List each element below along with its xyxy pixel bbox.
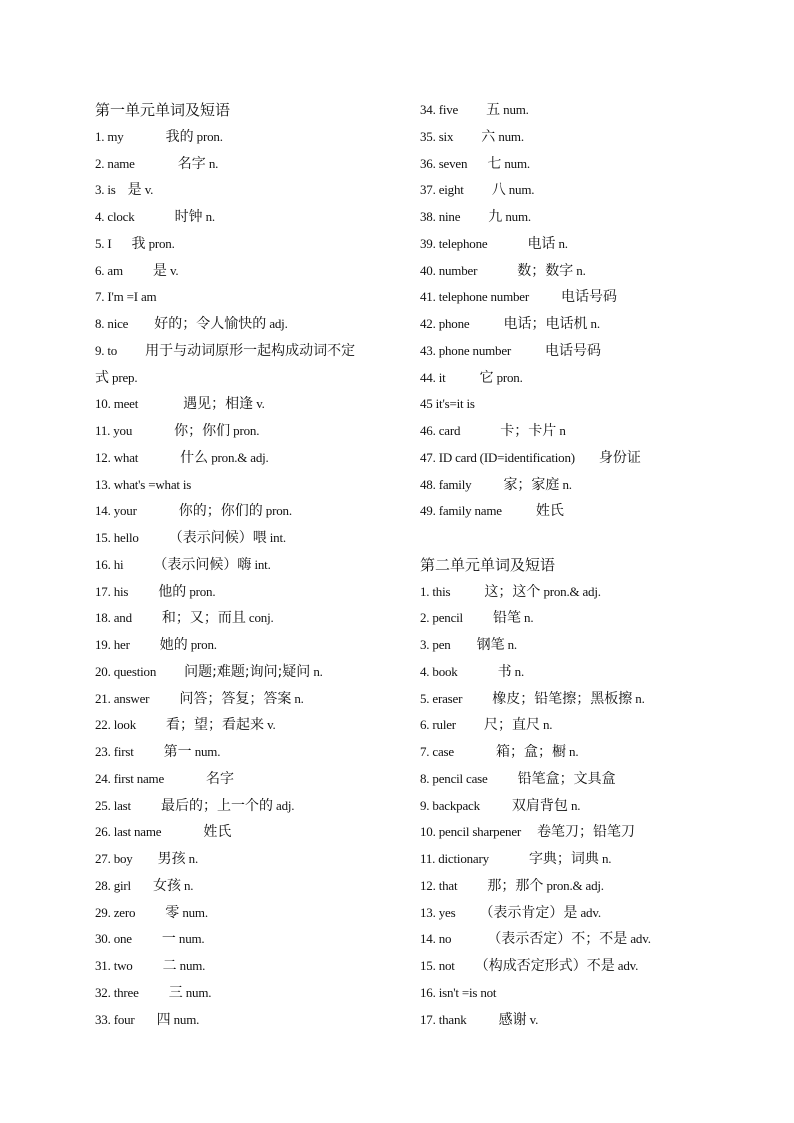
- vocab-entry: [95, 900, 410, 927]
- word-chinese: 名字: [177, 155, 206, 172]
- vocab-entry: [95, 365, 410, 392]
- word-english: 42. phone: [420, 316, 470, 331]
- part-of-speech: pron.: [186, 583, 216, 599]
- part-of-speech: n.: [520, 610, 534, 626]
- word-chinese: 是: [127, 182, 142, 199]
- word-chinese: 七: [487, 155, 502, 172]
- vocab-entry: [95, 980, 410, 1007]
- vocab-entry: [95, 953, 410, 980]
- part-of-speech: n.: [185, 851, 199, 866]
- vocab-entry: [95, 311, 410, 338]
- word-chinese: 卡；卡片: [500, 423, 557, 439]
- vocab-entry: [420, 953, 750, 980]
- part-of-speech: num.: [176, 958, 206, 973]
- part-of-speech: pron.: [145, 235, 175, 251]
- word-chinese: （表示肯定）是: [479, 904, 578, 921]
- part-of-speech: adv.: [577, 904, 601, 920]
- vocab-entry: [420, 739, 750, 766]
- vocab-entry: [420, 177, 750, 204]
- word-english: 34. five: [420, 102, 459, 117]
- word-chinese: 尺；直尺: [483, 717, 540, 734]
- word-chinese: 感谢: [498, 1011, 527, 1028]
- part-of-speech: pron.: [230, 423, 260, 438]
- word-english: 38. nine: [420, 209, 461, 224]
- word-chinese: 姓氏: [535, 503, 564, 520]
- word-chinese: 第一: [163, 744, 192, 760]
- word-chinese: 九: [488, 209, 503, 225]
- part-of-speech: v.: [141, 182, 154, 198]
- vocab-entry: [95, 177, 410, 204]
- word-english: 25. last: [95, 797, 131, 813]
- vocab-entry: [95, 231, 410, 258]
- word-chinese: 是: [152, 262, 167, 279]
- word-chinese: 时钟: [174, 209, 203, 225]
- word-chinese: （表示否定）不；不是: [487, 931, 628, 948]
- part-of-speech: pron.: [493, 369, 523, 385]
- word-chinese: 双肩背包: [511, 797, 568, 814]
- word-english: 14. your: [95, 503, 137, 519]
- word-english: 2. name: [95, 155, 135, 171]
- word-english: 9. backpack: [420, 797, 480, 813]
- word-english: 6. am: [95, 262, 123, 278]
- word-english: 17. thank: [420, 1011, 467, 1027]
- vocab-entry: [95, 659, 410, 686]
- word-english: 31. two: [95, 958, 133, 973]
- vocab-entry: [95, 151, 410, 178]
- word-chinese: 箱；盒；橱: [495, 744, 566, 760]
- word-english: 3. pen: [420, 637, 451, 652]
- vocab-entry: [420, 445, 750, 472]
- vocab-entry: [95, 1007, 410, 1034]
- vocab-entry: [420, 151, 750, 178]
- vocab-entry: [420, 1007, 750, 1034]
- word-english: 49. family name: [420, 503, 502, 519]
- vocab-entry: [420, 632, 750, 659]
- vocab-entry: [95, 632, 410, 659]
- part-of-speech: n.: [587, 316, 600, 331]
- word-chinese: 问答；答复；答案: [179, 690, 292, 707]
- vocab-entry: [95, 525, 410, 552]
- word-chinese: 字典；词典: [528, 851, 599, 867]
- word-english: 15. hello: [95, 530, 139, 545]
- word-chinese: 家；家庭: [503, 476, 560, 493]
- part-of-speech: num.: [500, 102, 529, 117]
- unit2-title: 第二单元单词及短语: [420, 555, 556, 574]
- vocab-entry: [95, 498, 410, 525]
- word-english: 11. dictionary: [420, 851, 489, 866]
- vocab-entry: [420, 766, 750, 793]
- part-of-speech: adv.: [614, 958, 639, 973]
- part-of-speech: pron.& adj.: [208, 449, 269, 465]
- word-english: 43. phone number: [420, 342, 512, 358]
- unit1-title: 第一单元单词及短语: [95, 101, 231, 119]
- vocab-entry: [420, 391, 750, 418]
- part-of-speech: prep.: [109, 369, 138, 385]
- part-of-speech: adv.: [627, 931, 651, 947]
- word-chinese: 四: [156, 1011, 171, 1028]
- word-english: 23. first: [95, 744, 134, 759]
- word-english: 20. question: [95, 663, 157, 679]
- right-column: [420, 97, 750, 1033]
- vocab-entry: [420, 900, 750, 927]
- word-english: 4. book: [420, 663, 458, 679]
- part-of-speech: num.: [505, 182, 535, 198]
- vocab-entry: [420, 284, 750, 311]
- word-chinese: 一: [161, 931, 176, 948]
- vocab-entry: [420, 686, 750, 713]
- part-of-speech: pron.: [187, 637, 217, 652]
- word-english: 16. hi: [95, 556, 124, 572]
- part-of-speech: n.: [310, 663, 323, 679]
- word-english: 33. four: [95, 1011, 135, 1027]
- word-chinese: 橡皮；铅笔擦；黑板擦: [492, 690, 633, 707]
- word-english: 12. that: [420, 877, 458, 893]
- word-english: 46. card: [420, 423, 461, 438]
- word-english: 13. what's =what is: [95, 476, 192, 492]
- vocab-entry: [420, 659, 750, 686]
- part-of-speech: n.: [180, 877, 194, 893]
- vocab-entry: [420, 873, 750, 900]
- word-chinese: （表示问候）嗨: [153, 556, 252, 573]
- vocab-entry: [95, 605, 410, 632]
- word-english: 24. first name: [95, 770, 165, 786]
- word-english: 32. three: [95, 984, 139, 1000]
- word-english: 35. six: [420, 128, 454, 144]
- word-chinese: 三: [168, 984, 183, 1001]
- part-of-speech: n.: [205, 155, 219, 171]
- word-chinese: 书: [497, 663, 512, 680]
- word-chinese: 那；那个: [487, 877, 544, 894]
- vocab-entry: [95, 552, 410, 579]
- word-english: 39. telephone: [420, 235, 488, 251]
- part-of-speech: num.: [502, 209, 531, 224]
- word-english: 5. I: [95, 235, 112, 251]
- word-english: 44. it: [420, 369, 446, 385]
- word-english: 9. to: [95, 342, 118, 358]
- part-of-speech: num.: [175, 931, 205, 947]
- word-chinese: 电话号码: [561, 289, 617, 306]
- word-english: 22. look: [95, 717, 137, 733]
- vocab-entry: [420, 498, 750, 525]
- word-english: 47. ID card (ID=identification): [420, 449, 575, 465]
- vocab-entry: [95, 418, 410, 445]
- word-english: 48. family: [420, 476, 472, 492]
- vocab-entry: [420, 926, 750, 953]
- word-english: 14. no: [420, 931, 452, 947]
- word-chinese: 她的: [159, 637, 188, 653]
- word-chinese: 名字: [206, 770, 235, 787]
- word-chinese: 铅笔: [492, 610, 521, 627]
- part-of-speech: adj.: [272, 797, 295, 813]
- part-of-speech: pron.: [193, 128, 223, 144]
- word-chinese: 卷笔刀；铅笔刀: [537, 824, 636, 841]
- left-column: [95, 97, 410, 1033]
- word-english: 36. seven: [420, 155, 468, 171]
- word-english: 5. eraser: [420, 690, 463, 706]
- vocab-entry: [95, 873, 410, 900]
- word-english: 15. not: [420, 958, 455, 973]
- part-of-speech: int.: [266, 530, 286, 545]
- vocab-entry: [420, 846, 750, 873]
- part-of-speech: n.: [598, 851, 612, 866]
- part-of-speech: n.: [565, 744, 579, 759]
- word-chinese: 什么: [180, 449, 209, 466]
- vocab-entry: [95, 284, 410, 311]
- word-english: 12. what: [95, 449, 139, 465]
- vocab-entry: [95, 124, 410, 151]
- word-english: 13. yes: [420, 904, 456, 920]
- word-chinese: 你；你们: [174, 423, 231, 439]
- word-english: 45 it's=it is: [420, 396, 475, 412]
- part-of-speech: pron.& adj.: [543, 877, 604, 893]
- part-of-speech: adj.: [266, 316, 288, 331]
- word-english: 40. number: [420, 262, 478, 278]
- vocab-entry: [420, 97, 750, 124]
- section-spacer: [420, 525, 750, 552]
- part-of-speech: v.: [526, 1011, 539, 1027]
- word-chinese: 零: [165, 904, 180, 921]
- word-chinese: 这；这个: [484, 583, 541, 600]
- word-chinese: 电话号码: [545, 342, 602, 359]
- vocab-entry: [95, 472, 410, 499]
- vocab-entry: [420, 124, 750, 151]
- vocab-entry: [420, 311, 750, 338]
- word-chinese: 铅笔盒；文具盒: [517, 770, 616, 787]
- vocab-entry: [420, 472, 750, 499]
- word-english: 30. one: [95, 931, 132, 947]
- vocab-entry: [95, 819, 410, 846]
- word-chinese: 它: [479, 369, 494, 386]
- vocab-entry: [420, 231, 750, 258]
- word-english: 4. clock: [95, 209, 135, 224]
- word-english: 16. isn't =is not: [420, 984, 497, 1000]
- part-of-speech: num.: [182, 984, 212, 1000]
- word-english: 3. is: [95, 182, 116, 198]
- vocab-entry: [420, 819, 750, 846]
- word-english: 10. meet: [95, 396, 139, 412]
- word-chinese: 六: [481, 128, 496, 145]
- word-chinese: 八: [491, 182, 506, 199]
- word-chinese: 钢笔: [476, 637, 505, 653]
- vocab-entry: [420, 418, 750, 445]
- part-of-speech: n.: [559, 476, 572, 492]
- vocab-entry: [420, 605, 750, 632]
- vocab-entry: [420, 365, 750, 392]
- word-english: 10. pencil sharpener: [420, 824, 522, 840]
- vocab-entry: [95, 686, 410, 713]
- word-chinese: 最后的；上一个的: [160, 797, 273, 814]
- word-chinese: 遇见；相逢: [183, 396, 254, 413]
- vocab-entry: [420, 204, 750, 231]
- word-chinese: 看；望；看起来: [166, 717, 265, 734]
- word-chinese: 和；又；而且: [161, 610, 246, 627]
- vocab-entry: [95, 766, 410, 793]
- word-chinese: 电话: [527, 235, 556, 252]
- vocab-entry: [95, 712, 410, 739]
- word-english: 8. pencil case: [420, 770, 488, 786]
- word-chinese: 我的: [165, 128, 194, 145]
- part-of-speech: num.: [501, 155, 530, 171]
- vocab-entry: [95, 338, 410, 365]
- word-chinese: 好的；令人愉快的: [154, 316, 267, 332]
- word-chinese: 身份证: [598, 449, 641, 466]
- part-of-speech: n.: [511, 663, 525, 679]
- part-of-speech: n: [556, 423, 566, 438]
- vocab-entry: [420, 579, 750, 606]
- part-of-speech: n.: [291, 690, 304, 706]
- vocab-entry: [95, 739, 410, 766]
- word-chinese: 男孩: [157, 851, 186, 867]
- word-english: 11. you: [95, 423, 133, 438]
- vocab-entry: [95, 579, 410, 606]
- word-english: 17. his: [95, 583, 129, 599]
- word-chinese: （表示问候）喂: [168, 530, 267, 546]
- word-english: 8. nice: [95, 316, 129, 331]
- word-english: 1. this: [420, 583, 451, 599]
- word-chinese: 用于与动词原形一起构成动词不定: [145, 342, 356, 359]
- word-chinese: 姓氏: [203, 824, 232, 841]
- part-of-speech: v.: [166, 262, 179, 278]
- vocab-entry: [95, 258, 410, 285]
- word-chinese: （构成否定形式）不是: [474, 958, 615, 974]
- word-chinese: 女孩: [152, 877, 181, 894]
- part-of-speech: conj.: [245, 610, 274, 626]
- part-of-speech: pron.: [262, 503, 292, 519]
- part-of-speech: num.: [170, 1011, 200, 1027]
- vocab-entry: [420, 980, 750, 1007]
- part-of-speech: n.: [202, 209, 215, 224]
- word-english: 26. last name: [95, 824, 162, 840]
- vocab-entry: [95, 793, 410, 820]
- vocab-entry: [95, 926, 410, 953]
- part-of-speech: n.: [632, 690, 645, 706]
- part-of-speech: n.: [539, 717, 553, 733]
- vocab-entry: [420, 258, 750, 285]
- word-english: 18. and: [95, 610, 132, 626]
- word-english: 6. ruler: [420, 717, 456, 733]
- vocab-entry: [95, 204, 410, 231]
- word-chinese: 式: [95, 369, 109, 386]
- vocab-entry: [95, 391, 410, 418]
- word-english: 2. pencil: [420, 610, 463, 626]
- word-chinese: 问题;难题;询问;疑问: [184, 663, 311, 680]
- word-english: 29. zero: [95, 904, 136, 920]
- word-english: 7. I'm =I am: [95, 289, 157, 305]
- part-of-speech: num.: [495, 128, 524, 144]
- vocab-entry: [420, 793, 750, 820]
- vocab-entry: [420, 712, 750, 739]
- word-english: 1. my: [95, 128, 124, 144]
- part-of-speech: n.: [504, 637, 517, 652]
- part-of-speech: n.: [555, 235, 568, 251]
- word-english: 37. eight: [420, 182, 464, 198]
- word-english: 27. boy: [95, 851, 133, 866]
- part-of-speech: v.: [264, 717, 276, 733]
- part-of-speech: num.: [179, 904, 208, 920]
- part-of-speech: int.: [251, 556, 271, 572]
- part-of-speech: n.: [567, 797, 581, 813]
- vocab-entry: [95, 445, 410, 472]
- part-of-speech: n.: [573, 262, 586, 278]
- vocab-entry: [420, 338, 750, 365]
- word-chinese: 数；数字: [517, 262, 574, 279]
- word-chinese: 五: [486, 102, 501, 118]
- word-english: 7. case: [420, 744, 454, 759]
- part-of-speech: num.: [191, 744, 221, 759]
- word-chinese: 你的；你们的: [178, 503, 263, 520]
- word-chinese: 我: [131, 235, 146, 252]
- word-english: 41. telephone number: [420, 289, 529, 305]
- part-of-speech: pron.& adj.: [540, 583, 601, 599]
- vocab-entry: [95, 846, 410, 873]
- word-chinese: 他的: [158, 583, 187, 600]
- part-of-speech: v.: [253, 396, 265, 412]
- word-english: 21. answer: [95, 690, 150, 706]
- word-english: 19. her: [95, 637, 130, 652]
- word-english: 28. girl: [95, 877, 131, 893]
- word-chinese: 二: [162, 958, 177, 974]
- word-chinese: 电话；电话机: [503, 316, 588, 332]
